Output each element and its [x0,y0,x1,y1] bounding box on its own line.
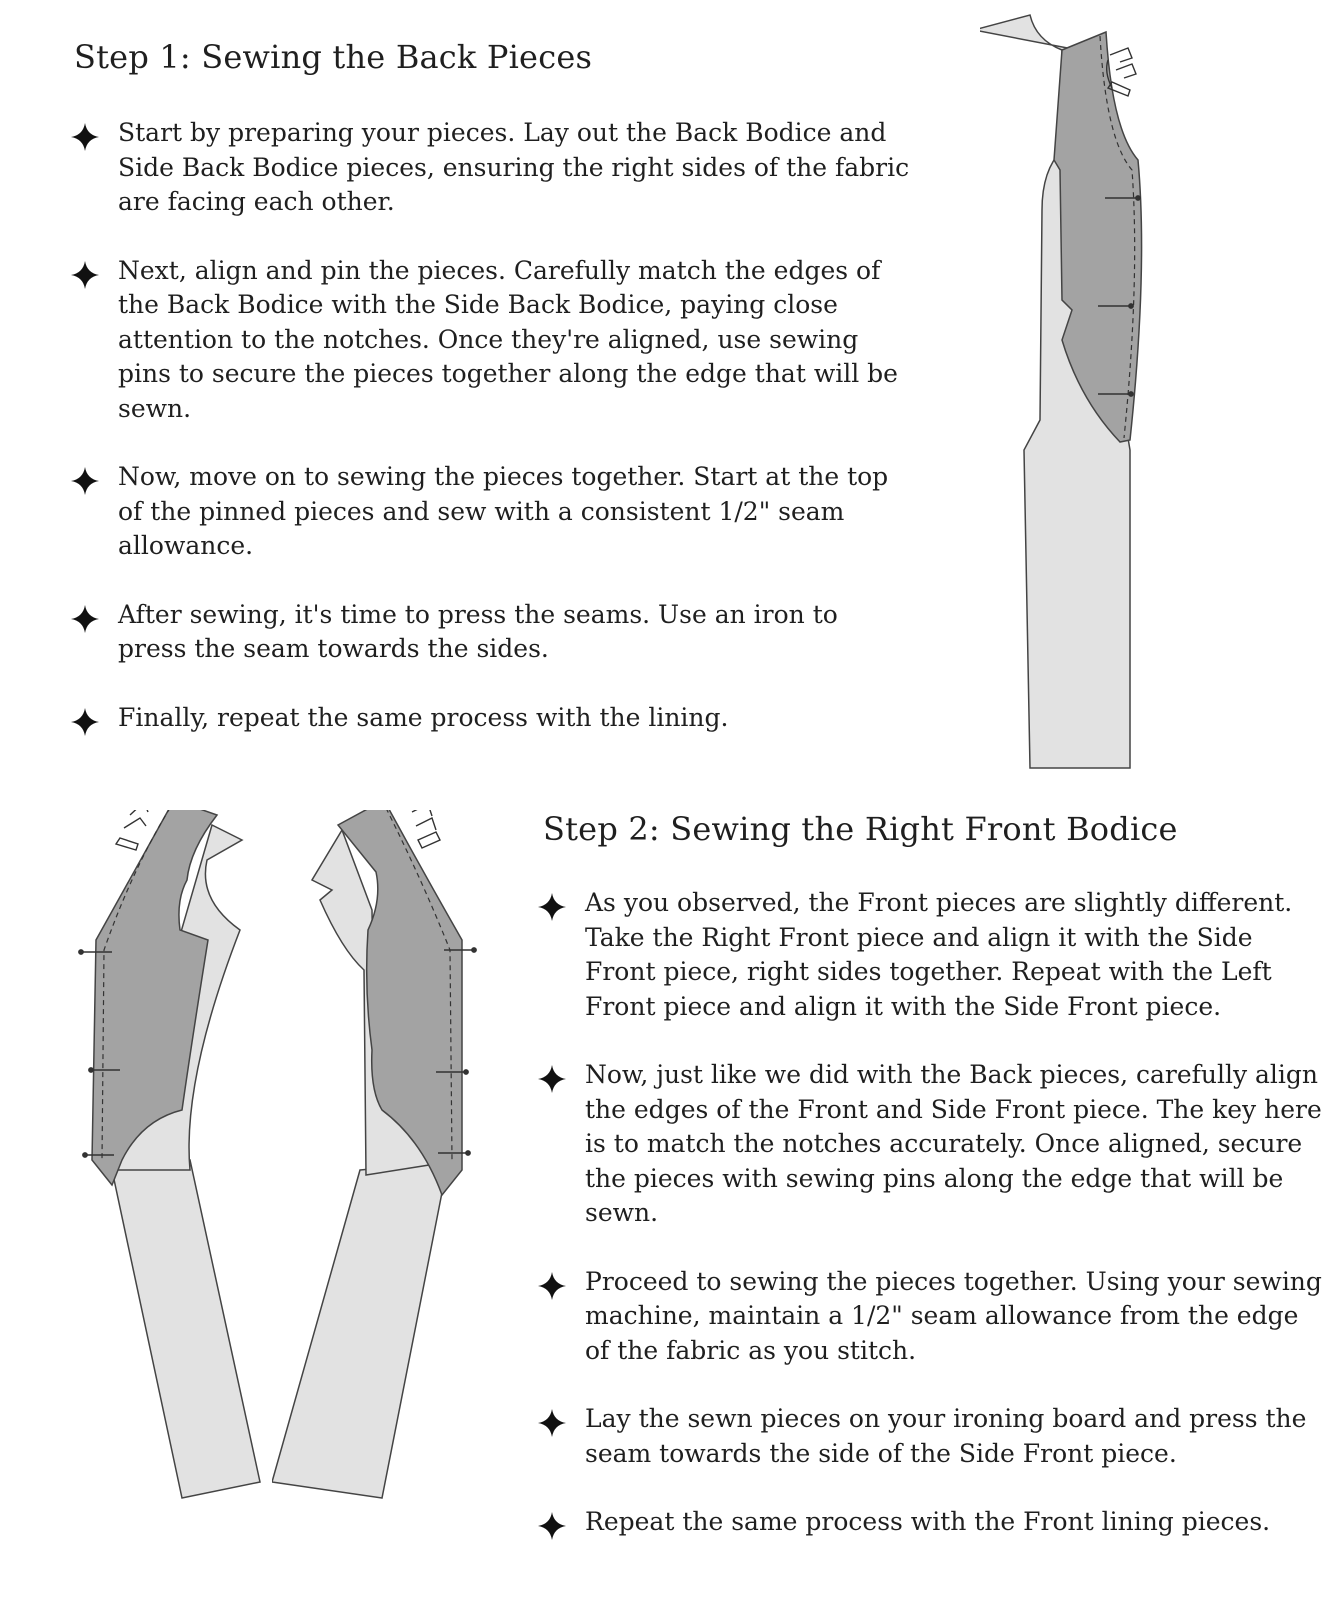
four-point-star-icon [70,707,100,737]
four-point-star-icon [537,1064,567,1094]
four-point-star-icon [70,466,100,496]
four-point-star-icon [70,604,100,634]
instruction-text: As you observed, the Front pieces are slightly different. Take the Right Front piece and align it with the Side Front piece, right sides together. Repeat with the Left Front piece and align it with the Side Front piece. [585,888,1293,1021]
step-2-instruction-list [537,886,1327,1574]
four-point-star-icon [70,122,100,152]
list-item [70,598,910,667]
back-bodice-illustration [980,10,1180,770]
left-front-bodice-illustration [272,810,502,1550]
instruction-text: Start by preparing your pieces. Lay out the Back Bodice and Side Back Bodice pieces, ensuring the right sides of the fabric are facing each other. [118,118,910,216]
instruction-text: After sewing, it's time to press the seams. Use an iron to press the seam towards the sides. [118,599,838,663]
list-item [537,1058,1327,1231]
front-skirt-piece [112,1160,260,1498]
list-item [70,460,910,564]
list-item [70,254,910,427]
instruction-text: Repeat the same process with the Front lining pieces. [585,1507,1271,1536]
four-point-star-icon [537,892,567,922]
instruction-text: Now, just like we did with the Back pieces, carefully align the edges of the Front and Side Front piece. The key here is to match the notches accurately. Once aligned, secure the pieces with sewing pins along the edge that will be sewn. [585,1060,1322,1227]
right-front-bodice-illustration [72,810,292,1550]
four-point-star-icon [537,1511,567,1541]
instruction-text: Proceed to sewing the pieces together. Using your sewing machine, maintain a 1/2" seam allowance from the edge of the fabric as you stitch. [585,1266,1322,1365]
presser-foot-icon [1107,48,1136,96]
list-item [537,1402,1327,1471]
step-1-heading: Step 1: Sewing the Back Pieces [74,38,593,76]
list-item [537,886,1327,1024]
list-item [537,1265,1327,1369]
list-item [537,1505,1327,1540]
list-item [70,116,910,220]
instruction-text: Now, move on to sewing the pieces together. Start at the top of the pinned pieces and sew with a consistent 1/2" seam allowance. [118,462,889,560]
list-item [70,701,910,736]
front-skirt-piece [272,1162,448,1498]
four-point-star-icon [537,1408,567,1438]
four-point-star-icon [70,260,100,290]
presser-foot-icon [116,810,148,850]
step-2-heading: Step 2: Sewing the Right Front Bodice [543,810,1178,848]
presser-foot-icon [412,810,440,848]
four-point-star-icon [537,1271,567,1301]
instruction-text: Finally, repeat the same process with the lining. [118,702,729,732]
instruction-text: Next, align and pin the pieces. Carefully match the edges of the Back Bodice with the Side Back Bodice, paying close attention to the notches. Once they're aligned, use sewing pins to secure the pieces together along the edge that will be sewn. [118,255,898,423]
step-1-instruction-list [70,116,910,769]
instruction-text: Lay the sewn pieces on your ironing board and press the seam towards the side of the Side Front piece. [585,1404,1307,1468]
